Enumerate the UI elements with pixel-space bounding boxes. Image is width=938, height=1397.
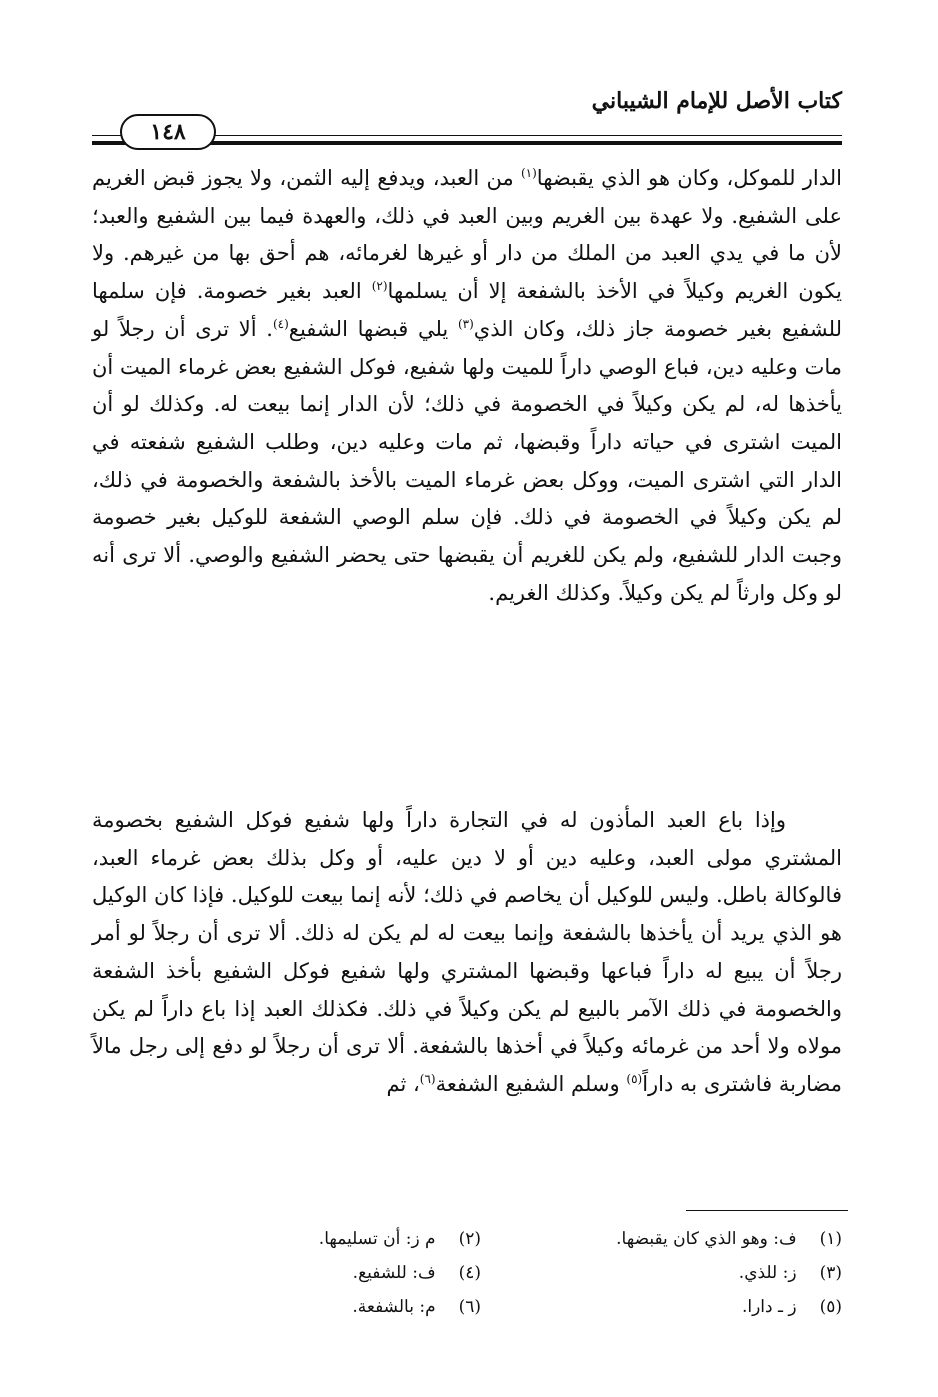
paragraph-text: يلي قبضها الشفيع [288,316,458,341]
footnote-6 [160,1292,481,1322]
paragraph-text: الدار للموكل، وكان هو الذي يقبضها [536,166,842,190]
footnote-ref: (٦) [419,1071,436,1086]
footnote-text: ف: وهو الذي كان يقبضها. [616,1229,797,1249]
page-number-badge: ١٤٨ [120,114,216,150]
footnote-ref: (٢) [371,279,388,294]
footnote-ref: (١) [520,166,537,180]
running-header-title: كتاب الأصل للإمام الشيباني [591,88,842,114]
footnote-4 [160,1258,481,1288]
paragraph-text: وإذا باع العبد المأذون له في التجارة داراً ولها شفيع فوكل الشفيع بخصومة المشتري مولى العبد، وعليه دين أو لا دين عليه، أو وكل بذلك بعض غرماء العبد، فالوكالة باطل. وليس للوكيل أن يخاصم في ذلك؛ لأنه إنما بيعت للوكيل. فإذا كان الوكيل هو الذي يريد أن يأخذها بالشفعة وإنما بيعت له لم يكن له ذلك. ألا ترى أن رجلاً لو أمر رجلاً أن يبيع له داراً فباعها وقبضها المشتري ولها شفيع فوكل الشفيع بأخذ الشفعة والخصومة في ذلك الآمر بالبيع لم يكن وكيلاً في ذلك. فكذلك العبد إذا باع داراً لم يكن مولاه ولا أحد من غرمائه وكيلاً في أخذها بالشفعة. ألا ترى أن رجلاً لو دفع إلى رجل مالاً مضاربة فاشترى به داراً [92,808,842,1096]
footnote-separator [686,1210,848,1211]
paragraph-text: ، ثم [386,1071,420,1096]
footnote-2 [160,1224,481,1254]
footnote-5 [521,1292,842,1322]
paragraph-text: وسلم الشفيع الشفعة [435,1071,627,1096]
body-paragraph-2 [92,802,842,1104]
footnote-1 [521,1224,842,1254]
footnote-text: ز ـ دارا. [741,1297,797,1317]
footnote-text: ف: للشفيع. [352,1263,436,1283]
footnote-number: (٤) [458,1263,481,1283]
paragraph-text: العبد بغير خصومة. فإن سلمها للشفيع بغير خصومة جاز ذلك، وكان الذي [92,279,842,341]
footnote-ref: (٥) [626,1071,643,1086]
body-paragraph-1 [92,160,842,612]
footnote-number: (٦) [458,1297,481,1317]
footnote-number: (٢) [458,1229,481,1249]
footnote-number: (٥) [819,1297,842,1317]
footnote-number: (٣) [819,1263,842,1283]
footnotes [160,1224,842,1322]
paragraph-text: من العبد، ويدفع إليه الثمن، ولا يجوز قبض الغريم على الشفيع. ولا عهدة بين الغريم وبين العبد في ذلك، والعهدة فيما بين الشفيع والعبد؛ لأن ما في يدي العبد من الملك من دار أو غيرها لغرمائه، هم أحق بها من غيرهم. ولا يكون الغريم وكيلاً في الأخذ بالشفعة إلا أن يسلمها [92,166,842,304]
footnote-text: م ز: أن تسليمها. [318,1229,436,1249]
footnote-ref: (٤) [272,316,289,331]
footnote-3 [521,1258,842,1288]
footnote-text: م: بالشفعة. [352,1297,436,1317]
paragraph-text: . ألا ترى أن رجلاً لو مات وعليه دين، فباع الوصي داراً للميت ولها شفيع، فوكل الشفيع بعض غرماء الميت أن يأخذها له، لم يكن وكيلاً في الخصومة في ذلك؛ لأن الدار إنما بيعت له. وكذلك لو أن الميت اشترى في حياته داراً وقبضها، ثم مات وعليه دين، وطلب الشفيع شفعته في الدار التي اشترى الميت، ووكل بعض غرماء الميت بالأخذ بالشفعة والخصومة في ذلك، لم يكن وكيلاً في الخصومة في ذلك. فإن سلم الوصي الشفعة للوكيل بغير خصومة وجبت الدار للشفيع، ولم يكن للغريم أن يقبضها حتى يحضر الشفيع والوصي. ألا ترى أنه لو وكل وارثاً لم يكن وكيلاً. وكذلك الغريم. [92,316,842,605]
footnote-ref: (٣) [457,316,474,331]
footnote-number: (١) [819,1229,842,1249]
footnote-text: ز: للذي. [738,1263,797,1283]
